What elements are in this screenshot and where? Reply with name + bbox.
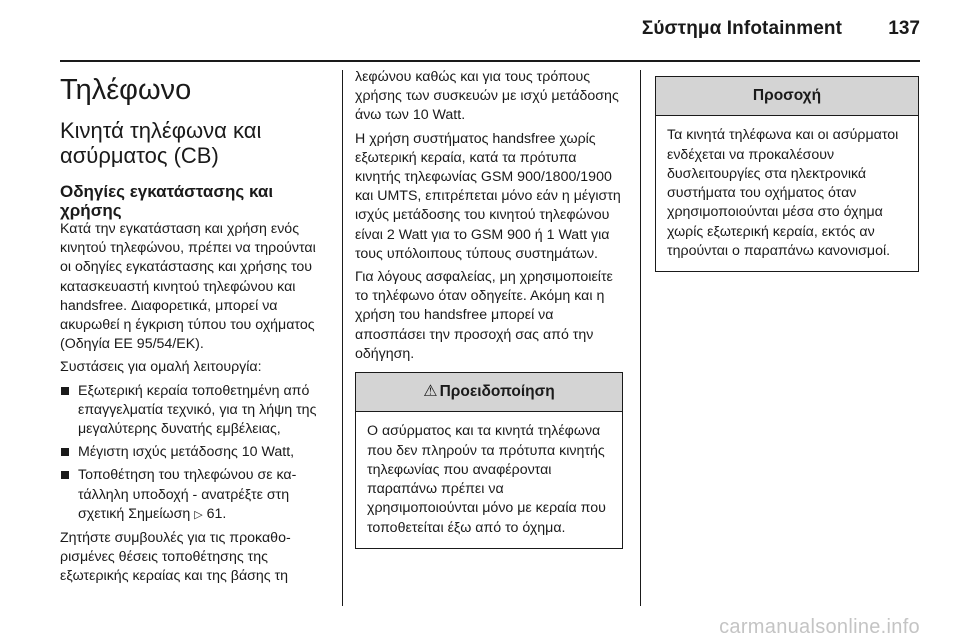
warning-triangle-icon: ⚠ xyxy=(423,383,438,401)
notice-header: Προσοχή xyxy=(656,77,918,116)
list-item-text: Μέγιστη ισχύς μετάδοσης 10 Watt, xyxy=(78,444,295,461)
running-title: Σύστημα Infotainment xyxy=(641,18,842,39)
paragraph: Ζητήστε συμβουλές για τις προκαθορισμένες θέσεις τοποθέτησης της εξωτερικής κεραίας και της βάσης τη xyxy=(60,530,291,585)
section-heading: Τηλέφωνο xyxy=(60,74,192,106)
bullet-square-icon xyxy=(61,471,69,479)
paragraph: Συστάσεις για ομαλή λειτουργία: xyxy=(60,359,262,376)
list-item xyxy=(60,382,330,440)
list-item-text: Τοποθέτηση του τηλεφώνου σε κατάλληλη υποδοχή - ανατρέξτε στη σχετική Σημείωση xyxy=(78,467,297,522)
warning-header xyxy=(356,373,622,412)
recommendation-list xyxy=(60,382,330,525)
list-item-text: Εξωτερική κεραία τοποθετημένη από επαγγελματία τεχνικό, για τη λήψη της μεγαλύτερης δυνατής εμβέλειας, xyxy=(78,382,317,438)
warning-box xyxy=(355,372,623,549)
column-3 xyxy=(655,76,919,272)
notice-text: Τα κινητά τηλέφωνα και οι ασύρματοι ενδέχεται να προκαλέσουν δυσλειτουργίες στα ηλεκτρονικά συστήματα του οχήματος όταν χρησιμοποιούνται μέσα στο όχημα χωρίς εξωτερική κεραία, εκτός αν τηρούνται ο παραπάνω κανονισμοί. xyxy=(667,127,899,259)
list-item xyxy=(60,443,330,462)
arrow-reference-icon[interactable]: ▷ xyxy=(194,508,203,521)
subsection-heading: Κινητά τηλέφωνα και ασύρματος (CB) xyxy=(60,118,262,168)
bullet-square-icon xyxy=(61,387,69,395)
list-item xyxy=(60,466,330,525)
warning-text: Ο ασύρματος και τα κινητά τηλέφωνα που δεν πληρούν τα πρότυπα κινητής τηλεφωνίας που αναφέρονται παραπάνω πρέπει να χρησιμοποιούνται μόνο με κεραία που τοποθετείται έξω από το όχημα. xyxy=(367,423,606,536)
watermark-text: carmanualsonline.info xyxy=(719,616,920,638)
paragraph: Κατά την εγκατάσταση και χρήση ενός κινητού τηλεφώνου, πρέπει να τηρούνται οι οδηγίες εγκατάστασης και χρήσης του κατασκευαστή κινητού τηλεφώνου και handsfree. Διαφορετικά, μπορεί να ακυρωθεί η έγκριση τύπου του οχήματος (Οδηγία ΕΕ 95/54/ΕΚ). xyxy=(60,221,316,353)
paragraph: Η χρήση συστήματος handsfree χωρίς εξωτερική κεραία, κατά τα πρότυπα κινητής τηλεφωνίας GSM 900/1800/1900 και UMTS, επιτρέπεται μόνο εάν η μέγιστη ισχύς μετάδοσης του κινητού τηλεφώνου είναι 2 Watt για το GSM 900 ή 1 Watt για τους υπόλοιπους τύπους συστημάτων. xyxy=(355,130,621,262)
paragraph: Για λόγους ασφαλείας, μη χρησιμοποιείτε το τηλέφωνο όταν οδηγείτε. Ακόμη και η χρήση του handsfree μπορεί να αποσπάσει την προσοχή σας από την οδήγηση. xyxy=(355,269,613,362)
page-header xyxy=(0,0,960,62)
reference-page[interactable]: 61. xyxy=(206,505,227,522)
header-rule xyxy=(60,60,920,62)
bullet-square-icon xyxy=(61,448,69,456)
column-2 xyxy=(355,68,623,549)
notice-box xyxy=(655,76,919,272)
column-divider-2 xyxy=(640,70,641,606)
column-1 xyxy=(60,68,330,591)
warning-title: Προειδοποίηση xyxy=(439,383,555,401)
paragraph: λεφώνου καθώς και για τους τρόπους χρήσης των συσκευών με ισχύ μετάδοσης άνω των 10 Watt. xyxy=(355,69,619,124)
column-divider-1 xyxy=(342,70,343,606)
topic-heading: Οδηγίες εγκατάστασης και χρήσης xyxy=(60,182,274,220)
page-number: 137 xyxy=(888,18,920,39)
